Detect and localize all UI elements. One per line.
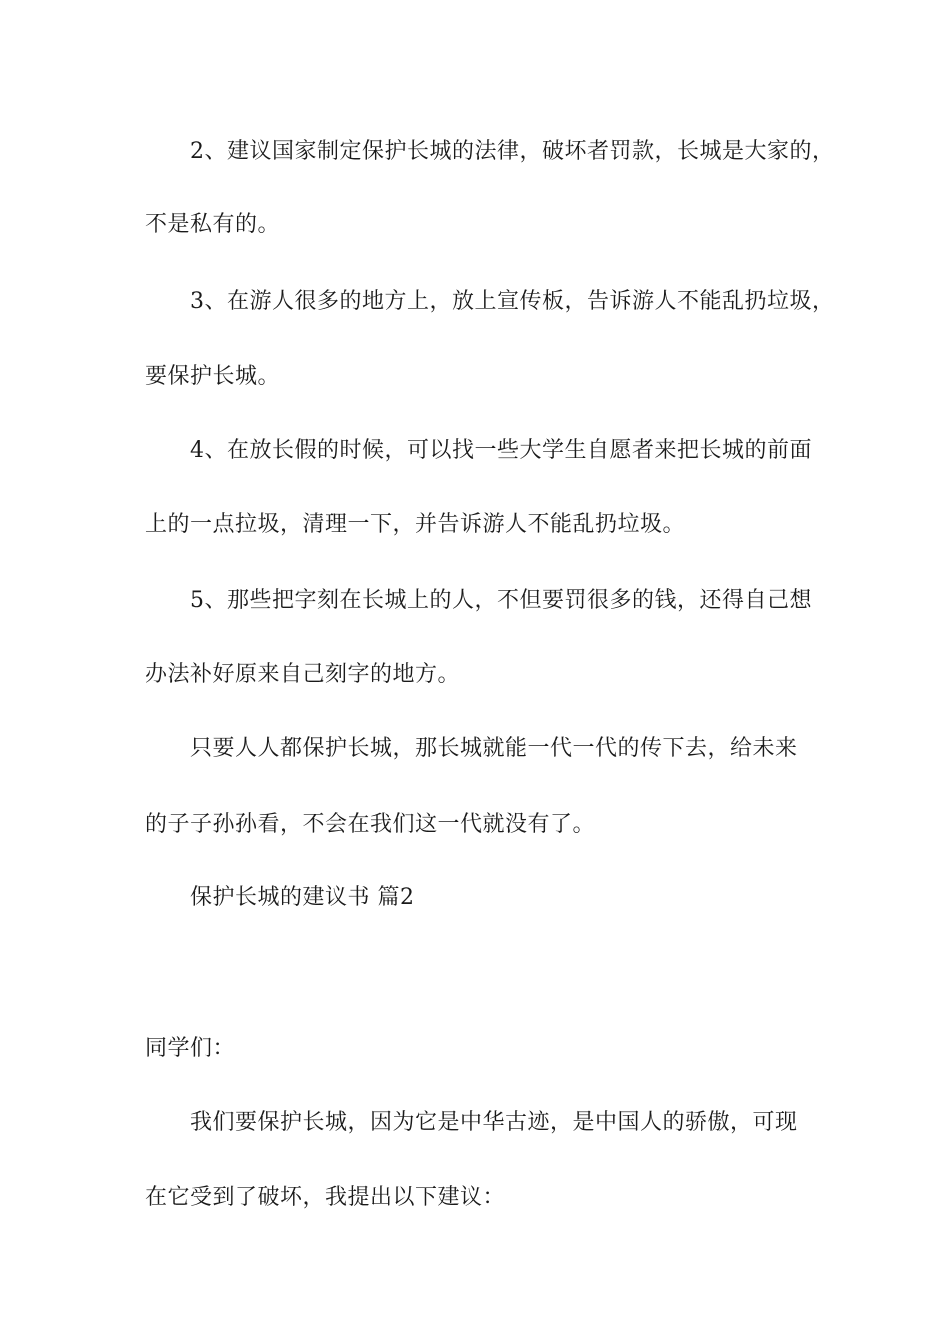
conclusion-line-1: 只要人人都保护长城，那长城就能一代一代的传下去，给未来 <box>190 736 798 761</box>
paragraph-5-line-1: 5、那些把字刻在长城上的人，不但要罚很多的钱，还得自己想 <box>190 588 812 613</box>
conclusion-line-2: 的子子孙孙看，不会在我们这一代就没有了。 <box>145 812 596 837</box>
paragraph-2-line-1: 2、建议国家制定保护长城的法律，破坏者罚款，长城是大家的， <box>190 139 835 164</box>
paragraph-2-line-2: 不是私有的。 <box>145 212 281 237</box>
paragraph-3-line-1: 3、在游人很多的地方上，放上宣传板，告诉游人不能乱扔垃圾， <box>190 289 835 314</box>
paragraph-4-line-1: 4、在放长假的时候，可以找一些大学生自愿者来把长城的前面 <box>190 438 812 463</box>
paragraph-3-line-2: 要保护长城。 <box>145 364 281 389</box>
paragraph-5-line-2: 办法补好原来自己刻字的地方。 <box>145 662 461 687</box>
intro-line-2: 在它受到了破坏，我提出以下建议： <box>145 1185 506 1210</box>
salutation: 同学们： <box>145 1036 236 1061</box>
paragraph-4-line-2: 上的一点拉圾，清理一下，并告诉游人不能乱扔垃圾。 <box>145 512 686 537</box>
section-heading: 保护长城的建议书 篇2 <box>190 885 415 910</box>
intro-line-1: 我们要保护长城，因为它是中华古迹，是中国人的骄傲，可现 <box>190 1110 798 1135</box>
